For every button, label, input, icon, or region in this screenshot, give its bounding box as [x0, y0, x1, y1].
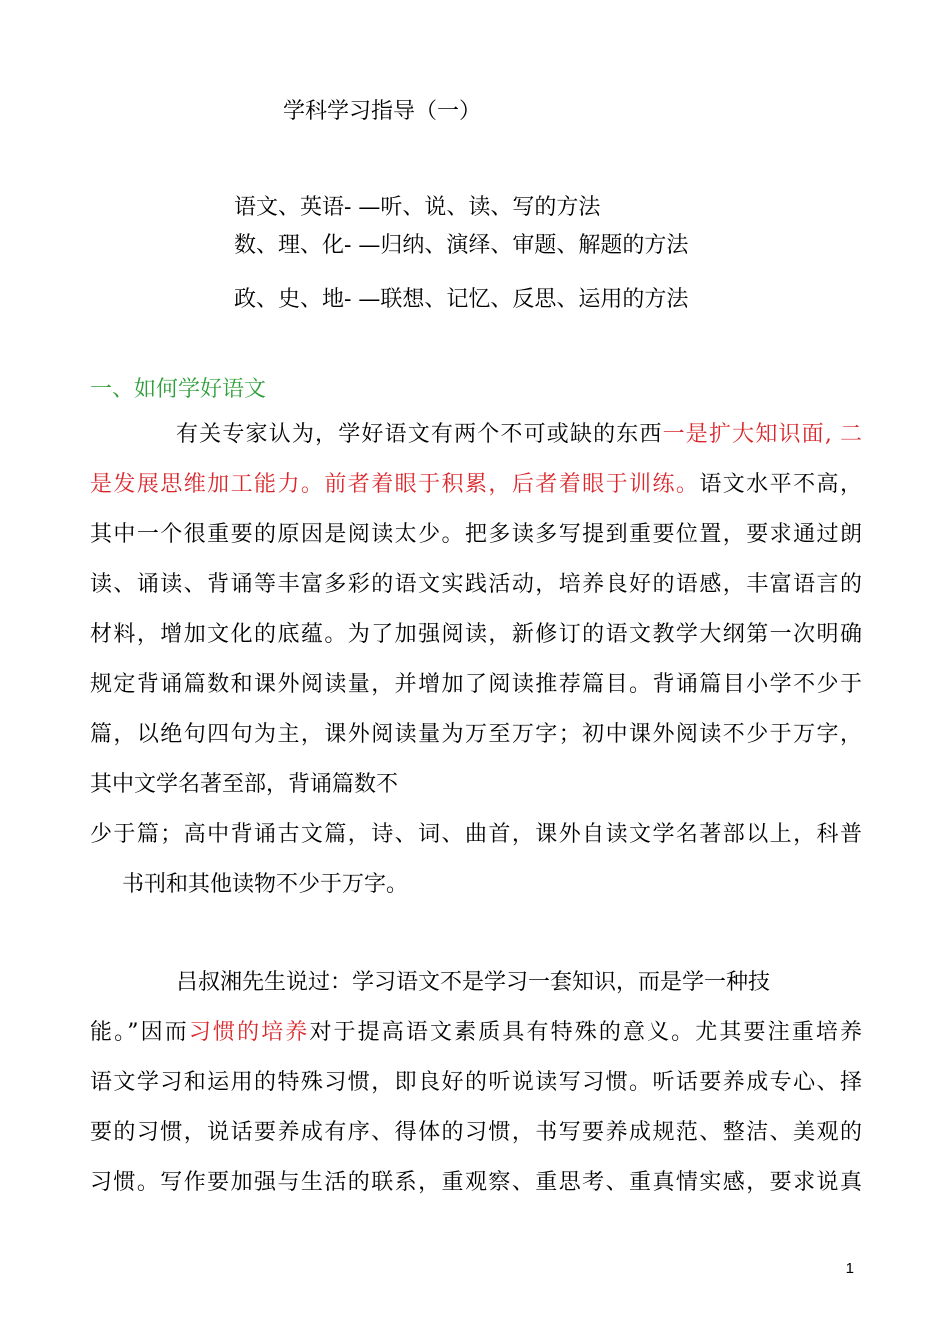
paragraph-line: 材料，增加文化的底蕴。为了加强阅读，新修订的语文教学大纲第一次明确 — [90, 622, 862, 647]
page-number: 1 — [845, 1260, 854, 1277]
paragraph-line: 其中一个很重要的原因是阅读太少。把多读多写提到重要位置，要求通过朗 — [90, 522, 862, 547]
emphasis-text: 一是扩大知识面, 二 — [662, 422, 862, 447]
paragraph-line: 书刊和其他读物不少于万字。 — [122, 872, 409, 897]
text-run: 有关专家认为，学好语文有两个不可或缺的东西 — [176, 422, 663, 447]
paragraph-line — [90, 1008, 862, 1058]
subject-line-chinese-english: 语文、英语- —听、说、读、写的方法 — [234, 195, 601, 220]
text-run: 语文水平不高， — [699, 472, 862, 497]
paragraph-line: 读、诵读、背诵等丰富多彩的语文实践活动，培养良好的语感，丰富语言的 — [90, 572, 862, 597]
section-heading: 一、如何学好语文 — [90, 377, 267, 402]
text-run: 能。”因而 — [90, 1020, 189, 1045]
document-title: 学科学习指导（一） — [283, 99, 482, 124]
subject-line-math-physics-chemistry: 数、理、化- —归纳、演绎、审题、解题的方法 — [234, 233, 689, 258]
paragraph-line: 其中文学名著至部，背诵篇数不 — [90, 772, 399, 797]
paragraph-line: 规定背诵篇数和课外阅读量，并增加了阅读推荐篇目。背诵篇目小学不少于 — [90, 672, 862, 697]
paragraph-line: 语文学习和运用的特殊习惯，即良好的听说读写习惯。听话要养成专心、择 — [90, 1070, 862, 1095]
paragraph-line: 要的习惯，说话要养成有序、得体的习惯，书写要养成规范、整洁、美观的 — [90, 1120, 862, 1145]
paragraph-line: 少于篇；高中背诵古文篇，诗、词、曲首，课外自读文学名著部以上，科普 — [90, 822, 862, 847]
paragraph-line — [90, 460, 862, 510]
paragraph-line: 篇，以绝句四句为主，课外阅读量为万至万字；初中课外阅读不少于万字， — [90, 722, 862, 747]
paragraph-line — [90, 410, 862, 460]
paragraph-line: 吕叔湘先生说过：学习语文不是学习一套知识，而是学一种技 — [176, 970, 771, 995]
emphasis-text: 习惯的培养 — [188, 1020, 310, 1045]
emphasis-text: 是发展思维加工能力。前者着眼于积累，后者着眼于训练。 — [90, 472, 700, 497]
subject-line-politics-history-geography: 政、史、地- —联想、记忆、反思、运用的方法 — [234, 287, 689, 312]
paragraph-lv-shuxiang-quote — [90, 958, 862, 1208]
paragraph-expert-opinion — [90, 410, 862, 910]
text-run: 对于提高语文素质具有特殊的意义。尤其要注重培养 — [309, 1020, 862, 1045]
paragraph-line: 习惯。写作要加强与生活的联系，重观察、重思考、重真情实感，要求说真 — [90, 1170, 862, 1195]
